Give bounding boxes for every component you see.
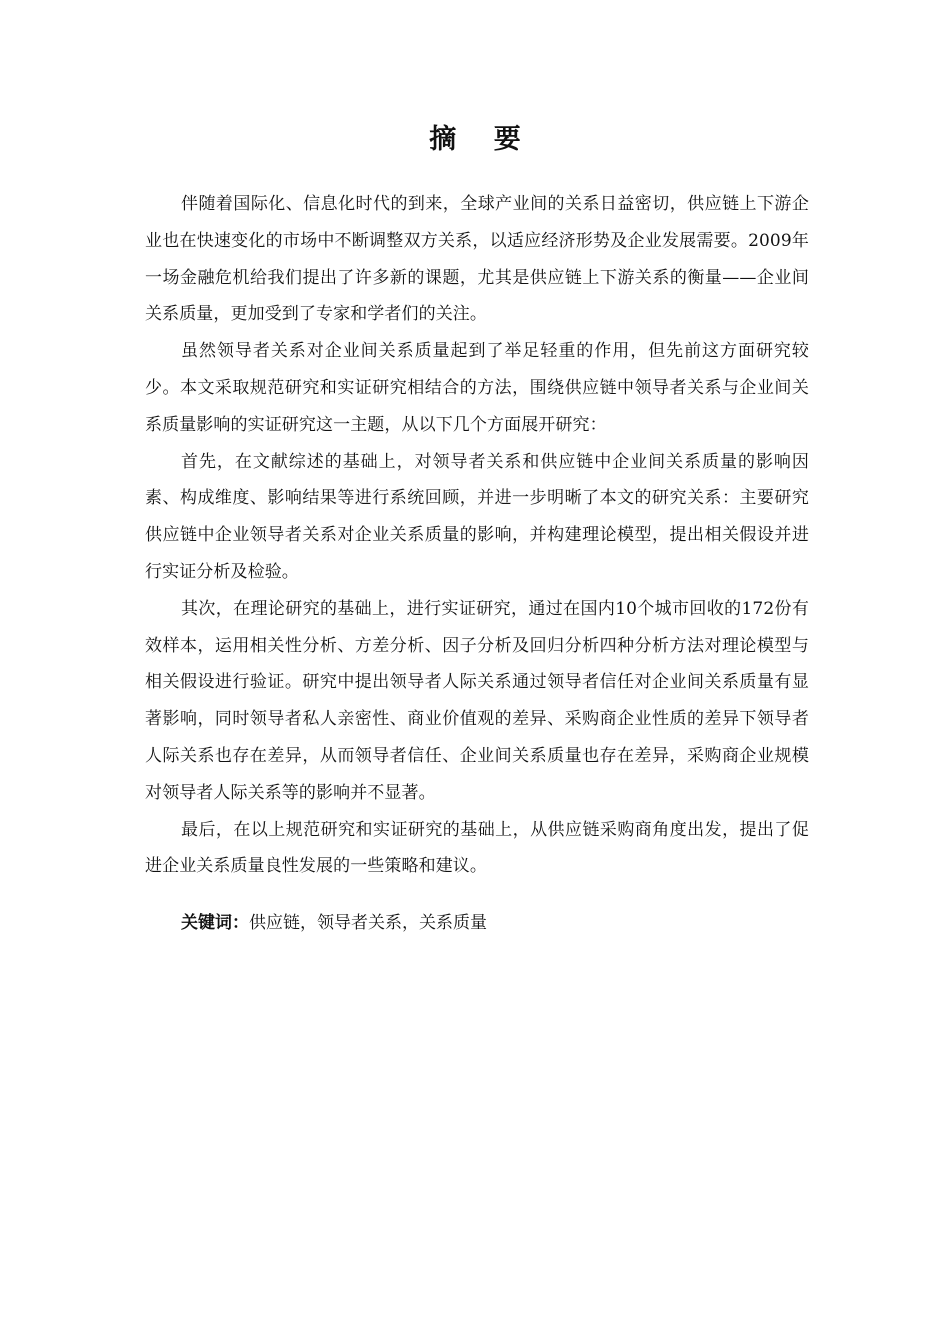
abstract-paragraph-1: 伴随着国际化、信息化时代的到来，全球产业间的关系日益密切，供应链上下游企业也在快速变化的市场中不断调整双方关系，以适应经济形势及企业发展需要。2009年一场金融危机给我们提出了许多新的课题，尤其是供应链上下游关系的衡量——企业间关系质量，更加受到了专家和学者们的关注。 — [145, 194, 809, 325]
abstract-paragraph-3: 首先，在文献综述的基础上，对领导者关系和供应链中企业间关系质量的影响因素、构成维度、影响结果等进行系统回顾，并进一步明晰了本文的研究关系：主要研究供应链中企业领导者关系对企业关系质量的影响，并构建理论模型，提出相关假设并进行实证分析及检验。 — [145, 451, 809, 582]
abstract-title: 摘 要 — [429, 124, 535, 155]
abstract-body — [145, 186, 809, 885]
keywords-line — [181, 905, 809, 941]
abstract-paragraph-4: 其次，在理论研究的基础上，进行实证研究，通过在国内10个城市回收的172份有效样本，运用相关性分析、方差分析、因子分析及回归分析四种分析方法对理论模型与相关假设进行验证。研究中提出领导者人际关系通过领导者信任对企业间关系质量有显著影响，同时领导者私人亲密性、商业价值观的差异、采购商企业性质的差异下领导者人际关系也存在差异，从而领导者信任、企业间关系质量也存在差异，采购商企业规模对领导者人际关系等的影响并不显著。 — [145, 598, 809, 803]
abstract-paragraph-2: 虽然领导者关系对企业间关系质量起到了举足轻重的作用，但先前这方面研究较少。本文采取规范研究和实证研究相结合的方法，围绕供应链中领导者关系与企业间关系质量影响的实证研究这一主题，从以下几个方面展开研究： — [145, 341, 809, 435]
keywords-label: 关键词： — [181, 913, 249, 933]
keywords-value: 供应链，领导者关系，关系质量 — [249, 913, 487, 933]
abstract-paragraph-5: 最后，在以上规范研究和实证研究的基础上，从供应链采购商角度出发，提出了促进企业关系质量良性发展的一些策略和建议。 — [145, 819, 809, 877]
